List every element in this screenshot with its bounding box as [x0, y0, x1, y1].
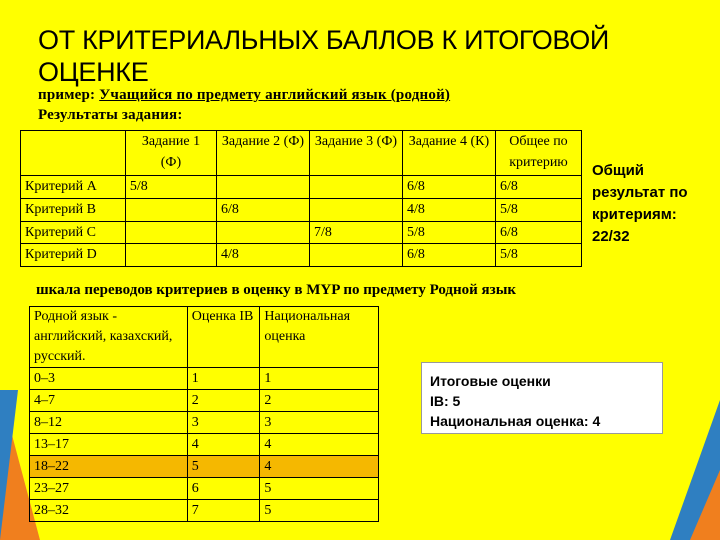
final-grades-title: Итоговые оценки	[430, 373, 551, 389]
results-label: Результаты задания:	[38, 107, 183, 123]
score-range: 28–32	[30, 500, 188, 522]
ib-grade: 2	[187, 390, 260, 412]
scale-title: шкала переводов критериев в оценку в MYP по предмету Родной язык	[36, 282, 517, 298]
results-header-cell: Задание 1 (Ф)	[125, 131, 216, 176]
ib-grade: 3	[187, 412, 260, 434]
results-header-cell: Общее по критерию	[495, 131, 581, 176]
results-row	[21, 176, 582, 199]
score-cell	[309, 244, 402, 267]
ib-grade: 7	[187, 500, 260, 522]
scale-row	[30, 368, 379, 390]
score-cell	[217, 176, 310, 199]
final-grades-box	[421, 362, 663, 434]
scale-row	[30, 478, 379, 500]
scale-row-highlighted	[30, 456, 379, 478]
total-cell: 6/8	[495, 176, 581, 199]
results-header-cell: Задание 3 (Ф)	[309, 131, 402, 176]
scale-header-row	[30, 307, 379, 368]
final-grade-ib: IB: 5	[430, 393, 461, 409]
score-range: 13–17	[30, 434, 188, 456]
results-header-cell: Задание 4 (К)	[402, 131, 495, 176]
score-range: 8–12	[30, 412, 188, 434]
national-grade: 1	[260, 368, 379, 390]
score-cell: 4/8	[217, 244, 310, 267]
criterion-name: Критерий A	[21, 176, 126, 199]
slide-title: ОТ КРИТЕРИАЛЬНЫХ БАЛЛОВ К ИТОГОВОЙ ОЦЕНКЕ	[38, 25, 610, 87]
score-cell: 6/8	[217, 198, 310, 221]
example-label: пример:	[38, 87, 96, 103]
scale-row	[30, 390, 379, 412]
score-range: 0–3	[30, 368, 188, 390]
total-cell: 5/8	[495, 244, 581, 267]
score-cell	[125, 244, 216, 267]
results-table	[20, 130, 582, 267]
total-cell: 6/8	[495, 221, 581, 244]
national-grade: 2	[260, 390, 379, 412]
results-row	[21, 244, 582, 267]
scale-row	[30, 412, 379, 434]
ib-grade: 5	[187, 456, 260, 478]
scale-row	[30, 434, 379, 456]
national-grade: 5	[260, 500, 379, 522]
score-cell: 6/8	[402, 176, 495, 199]
criterion-name: Критерий B	[21, 198, 126, 221]
results-row	[21, 221, 582, 244]
score-cell	[309, 198, 402, 221]
national-grade: 3	[260, 412, 379, 434]
score-cell	[125, 221, 216, 244]
overall-result-box	[582, 160, 700, 265]
score-cell	[217, 221, 310, 244]
decor-orange-corner-right	[690, 470, 720, 540]
score-cell	[125, 198, 216, 221]
national-grade: 4	[260, 456, 379, 478]
total-cell: 5/8	[495, 198, 581, 221]
overall-result-label: Общий результат по критериям:	[592, 162, 688, 223]
overall-result-value: 22/32	[592, 228, 630, 245]
example-line	[38, 87, 450, 104]
score-cell: 5/8	[125, 176, 216, 199]
final-grade-national: Национальная оценка: 4	[430, 413, 601, 429]
scale-header-cell: Оценка IB	[187, 307, 260, 368]
criterion-name: Критерий D	[21, 244, 126, 267]
ib-grade: 6	[187, 478, 260, 500]
score-range: 18–22	[30, 456, 188, 478]
ib-grade: 1	[187, 368, 260, 390]
score-cell: 5/8	[402, 221, 495, 244]
score-range: 4–7	[30, 390, 188, 412]
score-cell	[309, 176, 402, 199]
results-row	[21, 198, 582, 221]
results-header-cell	[21, 131, 126, 176]
score-cell: 4/8	[402, 198, 495, 221]
national-grade: 5	[260, 478, 379, 500]
scale-header-cell: Родной язык - английский, казахский, русский.	[30, 307, 188, 368]
scale-row	[30, 500, 379, 522]
example-text: Учащийся по предмету английский язык (родной)	[99, 87, 451, 103]
score-range: 23–27	[30, 478, 188, 500]
scale-header-cell: Национальная оценка	[260, 307, 379, 368]
results-header-row	[21, 131, 582, 176]
ib-grade: 4	[187, 434, 260, 456]
criterion-name: Критерий C	[21, 221, 126, 244]
results-header-cell: Задание 2 (Ф)	[217, 131, 310, 176]
scale-table	[29, 306, 379, 522]
score-cell: 7/8	[309, 221, 402, 244]
score-cell: 6/8	[402, 244, 495, 267]
national-grade: 4	[260, 434, 379, 456]
